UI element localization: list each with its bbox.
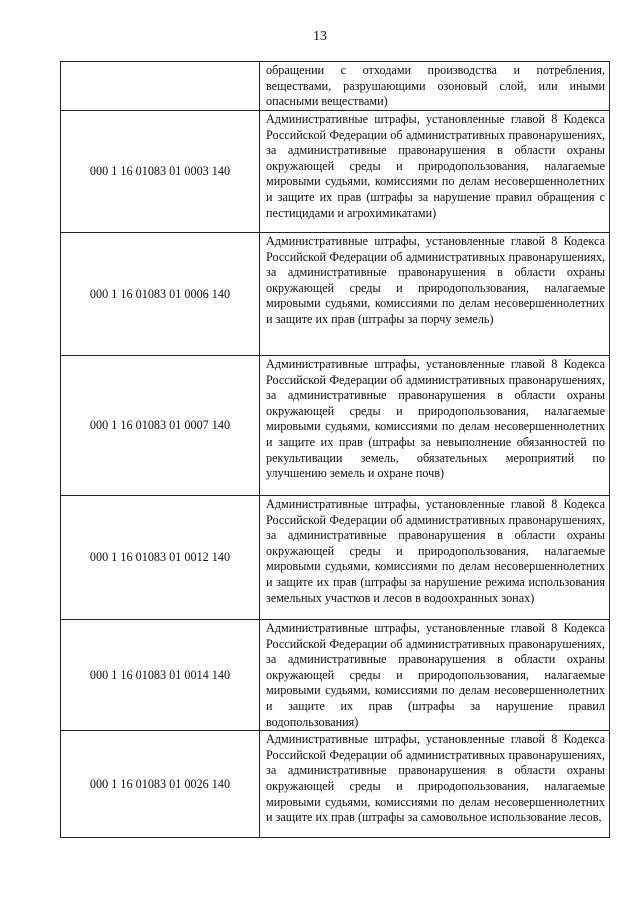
table-row: [61, 356, 610, 496]
description-cell: Административные штрафы, установленные главой 8 Кодекса Российской Федерации об административных правонарушениях, за административные правонарушения в области охраны окружающей среды и природопользования, налагаемые мировыми судьями, комиссиями по делам несовершеннолетних и защите их прав (штрафы за невыполнение обязанностей по рекультивации земель, обязательных мероприятий по улучшению земель и охране почв): [260, 356, 610, 496]
revenue-code-cell: 000 1 16 01083 01 0026 140: [61, 731, 260, 838]
table-row: [61, 111, 610, 233]
revenue-code-cell: 000 1 16 01083 01 0012 140: [61, 496, 260, 620]
description-cell: Административные штрафы, установленные главой 8 Кодекса Российской Федерации об административных правонарушениях, за административные правонарушения в области охраны окружающей среды и природопользования, налагаемые мировыми судьями, комиссиями по делам несовершеннолетних и защите их прав (штрафы за нарушение правил обращения с пестицидами и агрохимикатами): [260, 111, 610, 233]
table-row: [61, 620, 610, 731]
table-row: [61, 62, 610, 111]
revenue-code-cell: 000 1 16 01083 01 0003 140: [61, 111, 260, 233]
table-row: [61, 731, 610, 838]
revenue-codes-table: [60, 61, 610, 838]
table-row: [61, 496, 610, 620]
page-number: 13: [313, 29, 327, 44]
description-cell: Административные штрафы, установленные главой 8 Кодекса Российской Федерации об административных правонарушениях, за административные правонарушения в области охраны окружающей среды и природопользования, налагаемые мировыми судьями, комиссиями по делам несовершеннолетних и защите их прав (штрафы за нарушение правил водопользования): [260, 620, 610, 731]
revenue-code-cell: [61, 62, 260, 111]
description-cell: обращении с отходами производства и потребления, веществами, разрушающими озоновый слой, или иными опасными веществами): [260, 62, 610, 111]
revenue-code-cell: 000 1 16 01083 01 0006 140: [61, 233, 260, 356]
description-cell: Административные штрафы, установленные главой 8 Кодекса Российской Федерации об административных правонарушениях, за административные правонарушения в области охраны окружающей среды и природопользования, налагаемые мировыми судьями, комиссиями по делам несовершеннолетних и защите их прав (штрафы за самовольное использование лесов,: [260, 731, 610, 838]
table-row: [61, 233, 610, 356]
revenue-code-cell: 000 1 16 01083 01 0007 140: [61, 356, 260, 496]
revenue-code-cell: 000 1 16 01083 01 0014 140: [61, 620, 260, 731]
description-cell: Административные штрафы, установленные главой 8 Кодекса Российской Федерации об административных правонарушениях, за административные правонарушения в области охраны окружающей среды и природопользования, налагаемые мировыми судьями, комиссиями по делам несовершеннолетних и защите их прав (штрафы за нарушение режима использования земельных участков и лесов в водоохранных зонах): [260, 496, 610, 620]
description-cell: Административные штрафы, установленные главой 8 Кодекса Российской Федерации об административных правонарушениях, за административные правонарушения в области охраны окружающей среды и природопользования, налагаемые мировыми судьями, комиссиями по делам несовершеннолетних и защите их прав (штрафы за порчу земель): [260, 233, 610, 356]
